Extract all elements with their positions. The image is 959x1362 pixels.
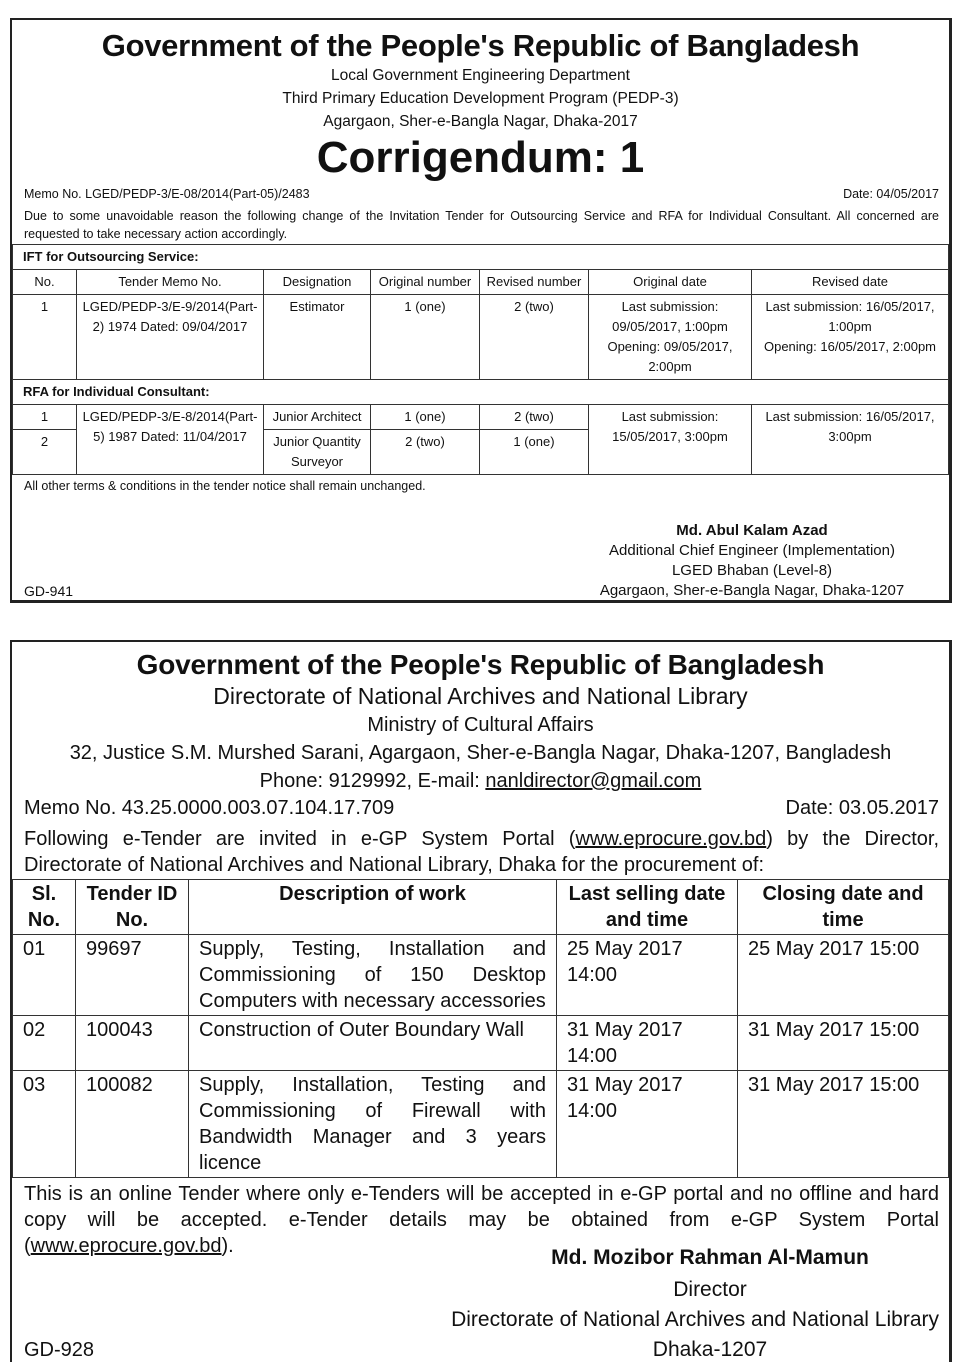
- cell-memo: LGED/PEDP-3/E-9/2014(Part-2) 1974 Dated: 09/04/2017: [77, 295, 264, 380]
- cell-original-date: Last submission: 15/05/2017, 3:00pm: [589, 405, 752, 475]
- notice2-signer-city: Dhaka-1207: [652, 1338, 768, 1361]
- note-text-b: ).: [221, 1235, 234, 1257]
- notice1-date: Date: 04/05/2017: [843, 187, 939, 201]
- corrigendum-heading: Corrigendum: 1: [316, 133, 645, 182]
- eprocure-link[interactable]: www.eprocure.gov.bd: [575, 828, 767, 850]
- cell-sl: 03: [13, 1071, 76, 1178]
- col-original-date: Original date: [589, 270, 752, 295]
- notice2-code: GD-928: [24, 1339, 95, 1361]
- notice1-signer-office: LGED Bhaban (Level-8): [671, 562, 833, 579]
- notice2-signer-office: Directorate of National Archives and National Library: [451, 1308, 939, 1331]
- notice2-signer: Md. Mozibor Rahman Al-Mamun: [551, 1246, 869, 1269]
- notice2-intro: [24, 826, 939, 879]
- table-row: [13, 295, 949, 380]
- table-row: [13, 405, 949, 430]
- col-closing: Closing date and time: [738, 880, 949, 935]
- notice2-date: Date: 03.05.2017: [785, 797, 939, 819]
- notice2-memo: Memo No. 43.25.0000.003.07.104.17.709: [24, 797, 395, 819]
- cell-description: Supply, Testing, Installation and Commissioning of 150 Desktop Computers with necessary accessories: [189, 935, 557, 1016]
- notice2-contact: [12, 767, 949, 795]
- notice1-memo: Memo No. LGED/PEDP-3/E-08/2014(Part-05)/2483: [24, 187, 310, 201]
- col-designation: Designation: [264, 270, 371, 295]
- cell-original-number: 1 (one): [371, 405, 480, 430]
- cell-closing: 25 May 2017 15:00: [738, 935, 949, 1016]
- notice2-address: 32, Justice S.M. Murshed Sarani, Agargaon, Sher-e-Bangla Nagar, Dhaka-1207, Bangladesh: [69, 742, 892, 764]
- cell-original-number: 2 (two): [371, 430, 480, 475]
- cell-closing: 31 May 2017 15:00: [738, 1071, 949, 1178]
- cell-sl: 01: [13, 935, 76, 1016]
- notice1-address: Agargaon, Sher-e-Bangla Nagar, Dhaka-2017: [323, 113, 638, 130]
- col-description: Description of work: [189, 880, 557, 935]
- notice2-ministry: Ministry of Cultural Affairs: [367, 714, 594, 736]
- col-tender-memo: Tender Memo No.: [77, 270, 264, 295]
- col-revised-number: Revised number: [480, 270, 589, 295]
- table-row: [13, 1071, 949, 1178]
- notice1-department: Local Government Engineering Department: [331, 67, 630, 84]
- cell-no: 1: [13, 295, 77, 380]
- notice1-program: Third Primary Education Development Program (PEDP-3): [282, 90, 679, 107]
- cell-original-date: [589, 295, 752, 380]
- intro-text-b: ) by the Director, Directorate of National Archives and National Library, Dhaka for the procurement of:: [24, 828, 940, 876]
- email-link[interactable]: nanldirector@gmail.com: [485, 770, 702, 792]
- table-header-row: [13, 880, 949, 935]
- notice1-title: Government of the People's Republic of Bangladesh: [101, 28, 860, 63]
- notice2-department: Directorate of National Archives and National Library: [213, 683, 748, 709]
- col-revised-date: Revised date: [752, 270, 949, 295]
- cell-last-selling: 31 May 2017 14:00: [557, 1016, 738, 1071]
- col-last-selling: Last selling date and time: [557, 880, 738, 935]
- e-tender-table: [12, 879, 949, 1178]
- notice1-signer: Md. Abul Kalam Azad: [676, 522, 828, 539]
- cell-description: Construction of Outer Boundary Wall: [189, 1016, 557, 1071]
- notice1-intro: Due to some unavoidable reason the following change of the Invitation Tender for Outsourcing Service and RFA for Individual Consultant. All concerned are requested to take necessary action accordingly.: [24, 209, 939, 241]
- notice2-memo-row: [24, 795, 939, 823]
- cell-original-number: 1 (one): [371, 295, 480, 380]
- cell-sl: 02: [13, 1016, 76, 1071]
- rfa-section-label: RFA for Individual Consultant:: [13, 380, 949, 405]
- notice2-phone: Phone: 9129992, E-mail:: [259, 770, 486, 792]
- notice1-footer-note: All other terms & conditions in the tender notice shall remain unchanged.: [24, 479, 426, 493]
- notice1-memo-row: [24, 187, 939, 205]
- cell-revised-number: 2 (two): [480, 405, 589, 430]
- cell-tender-id: 99697: [76, 935, 189, 1016]
- original-last-submission: Last submission: 09/05/2017, 1:00pm: [612, 299, 728, 334]
- cell-no: 1: [13, 405, 77, 430]
- notice2-title: Government of the People's Republic of Bangladesh: [136, 649, 825, 680]
- notice1-code: GD-941: [24, 583, 74, 599]
- notice2-signer-title: Director: [673, 1278, 747, 1301]
- cell-tender-id: 100043: [76, 1016, 189, 1071]
- original-opening: Opening: 09/05/2017, 2:00pm: [607, 339, 733, 374]
- notice-separator: [0, 605, 959, 638]
- intro-text-a: Following e-Tender are invited in e-GP System Portal (: [24, 828, 576, 850]
- col-sl-no: Sl. No.: [13, 880, 76, 935]
- col-original-number: Original number: [371, 270, 480, 295]
- table-row: [13, 935, 949, 1016]
- cell-closing: 31 May 2017 15:00: [738, 1016, 949, 1071]
- e-tender-notice: [10, 640, 952, 1362]
- notice1-signer-address: Agargaon, Sher-e-Bangla Nagar, Dhaka-1207: [599, 582, 905, 599]
- cell-designation: Estimator: [264, 295, 371, 380]
- revised-opening: Opening: 16/05/2017, 2:00pm: [763, 339, 937, 354]
- col-tender-id: Tender ID No.: [76, 880, 189, 935]
- table-row: [13, 1016, 949, 1071]
- note-text-a: This is an online Tender where only e-Tenders will be accepted in e-GP portal and no offline and hard copy will be accepted. e-Tender details may be obtained from e-GP System Portal (: [24, 1183, 939, 1257]
- col-no: No.: [13, 270, 77, 295]
- cell-revised-date: [752, 295, 949, 380]
- cell-designation: Junior Architect: [264, 405, 371, 430]
- cell-last-selling: 25 May 2017 14:00: [557, 935, 738, 1016]
- cell-memo: LGED/PEDP-3/E-8/2014(Part-5) 1987 Dated: 11/04/2017: [77, 405, 264, 475]
- table-header-row: [13, 270, 949, 295]
- revised-last-submission: Last submission: 16/05/2017, 1:00pm: [765, 299, 935, 334]
- cell-tender-id: 100082: [76, 1071, 189, 1178]
- cell-no: 2: [13, 430, 77, 475]
- cell-revised-number: 2 (two): [480, 295, 589, 380]
- ift-section-label: IFT for Outsourcing Service:: [13, 245, 949, 270]
- corrigendum-table: [12, 244, 949, 475]
- notice1-signer-title: Additional Chief Engineer (Implementation): [609, 542, 895, 559]
- cell-revised-number: 1 (one): [480, 430, 589, 475]
- cell-last-selling: 31 May 2017 14:00: [557, 1071, 738, 1178]
- cell-description: Supply, Installation, Testing and Commissioning of Firewall with Bandwidth Manager and 3 years licence: [189, 1071, 557, 1178]
- cell-revised-date: Last submission: 16/05/2017, 3:00pm: [752, 405, 949, 475]
- corrigendum-notice: [10, 18, 952, 603]
- eprocure-link-2[interactable]: www.eprocure.gov.bd: [30, 1235, 222, 1257]
- cell-designation: Junior Quantity Surveyor: [264, 430, 371, 475]
